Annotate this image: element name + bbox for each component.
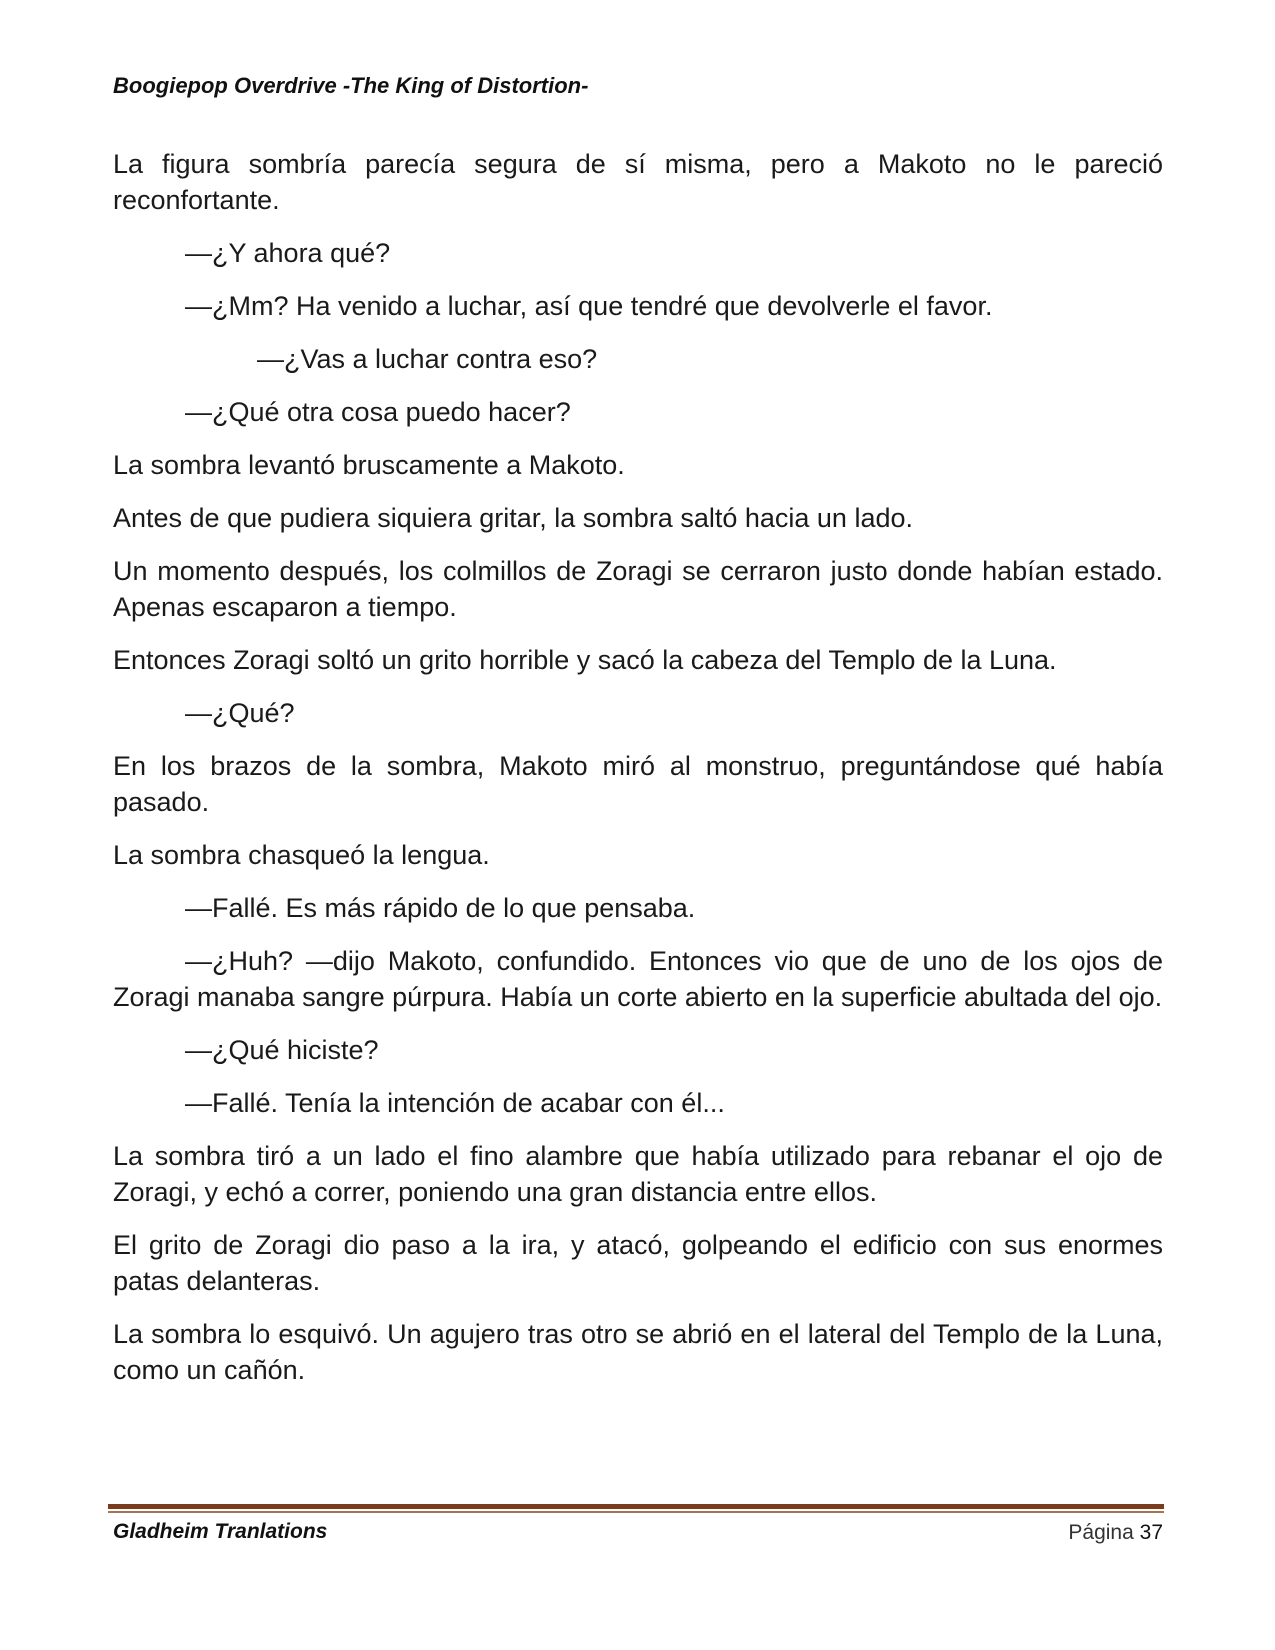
paragraph: El grito de Zoragi dio paso a la ira, y atacó, golpeando el edificio con sus enormes patas delanteras. [113,1230,1163,1296]
page-number: 37 [1139,1521,1163,1544]
dialog-line: —¿Qué? [185,698,295,728]
page-label: Página [1068,1521,1134,1544]
footer-page-indicator [1068,1521,1163,1545]
dialog-line: —¿Mm? Ha venido a luchar, así que tendré que devolverle el favor. [185,291,993,321]
paragraph: Entonces Zoragi soltó un grito horrible y sacó la cabeza del Templo de la Luna. [113,645,1057,675]
dialog-line: —Fallé. Es más rápido de lo que pensaba. [185,893,696,923]
dialog-line: —Fallé. Tenía la intención de acabar con él... [185,1088,725,1118]
paragraph: La sombra lo esquivó. Un agujero tras otro se abrió en el lateral del Templo de la Luna, como un cañón. [113,1319,1163,1385]
dialog-paragraph: —¿Huh? —dijo Makoto, confundido. Entonces vio que de uno de los ojos de Zoragi manaba sangre púrpura. Había un corte abierto en la superficie abultada del ojo. [113,946,1163,1012]
footer-divider-thin [108,1511,1164,1513]
paragraph: La sombra tiró a un lado el fino alambre que había utilizado para rebanar el ojo de Zoragi, y echó a correr, poniendo una gran distancia entre ellos. [113,1141,1163,1207]
paragraph: La figura sombría parecía segura de sí misma, pero a Makoto no le pareció reconfortante. [113,149,1163,215]
paragraph: La sombra levantó bruscamente a Makoto. [113,450,625,480]
paragraph: Antes de que pudiera siquiera gritar, la sombra saltó hacia un lado. [113,503,913,533]
footer-divider-thick [108,1504,1164,1509]
paragraph: La sombra chasqueó la lengua. [113,840,490,870]
footer-publisher: Gladheim Tranlations [113,1520,328,1543]
dialog-line: —¿Vas a luchar contra eso? [257,344,598,374]
paragraph: Un momento después, los colmillos de Zoragi se cerraron justo donde habían estado. Apenas escaparon a tiempo. [113,556,1163,622]
body-text [113,146,1163,1405]
paragraph: En los brazos de la sombra, Makoto miró al monstruo, preguntándose qué había pasado. [113,751,1163,817]
dialog-line: —¿Qué otra cosa puedo hacer? [185,397,571,427]
dialog-line: —¿Qué hiciste? [185,1035,379,1065]
footer-divider [108,1504,1164,1514]
dialog-line: —¿Y ahora qué? [185,238,391,268]
running-header-title: Boogiepop Overdrive -The King of Distortion- [113,73,589,98]
